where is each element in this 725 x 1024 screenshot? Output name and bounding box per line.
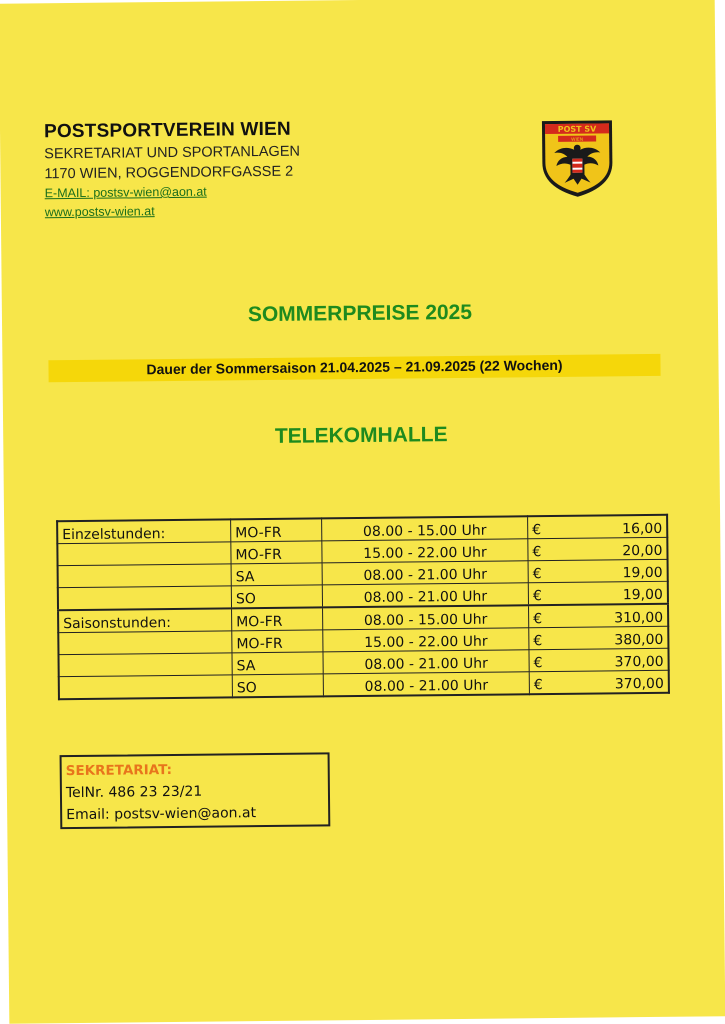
price-cell xyxy=(529,648,669,671)
category-cell xyxy=(58,564,232,588)
time-cell: 08.00 - 21.00 Uhr xyxy=(323,650,529,674)
price-cell xyxy=(528,559,668,582)
logo-text: POST SV xyxy=(557,124,597,134)
price-amount: 370,00 xyxy=(614,675,664,693)
time-cell: 08.00 - 15.00 Uhr xyxy=(323,605,529,630)
category-cell xyxy=(59,675,233,699)
organization-website-link[interactable]: www.postsv-wien.at xyxy=(44,204,155,220)
currency-symbol: € xyxy=(533,633,543,650)
days-cell: MO-FR xyxy=(231,518,322,541)
currency-symbol: € xyxy=(532,544,542,561)
currency-symbol: € xyxy=(533,677,543,694)
contact-box xyxy=(60,752,331,829)
category-cell: Einzelstunden: xyxy=(57,519,231,543)
category-cell xyxy=(58,631,232,655)
logo-subtext: WIEN xyxy=(571,137,584,143)
days-cell: MO-FR xyxy=(232,607,323,630)
price-table xyxy=(56,514,670,700)
price-amount: 16,00 xyxy=(622,520,663,538)
currency-symbol: € xyxy=(533,655,543,672)
organization-email-link[interactable]: E-MAIL: postsv-wien@aon.at xyxy=(44,184,207,201)
contact-email: Email: postsv-wien@aon.at xyxy=(66,805,257,824)
season-dates: Dauer der Sommersaison 21.04.2025 – 21.09.2025 (22 Wochen) xyxy=(146,356,563,378)
time-cell: 08.00 - 21.00 Uhr xyxy=(322,561,528,585)
hall-title: TELEKOMHALLE xyxy=(274,423,448,448)
time-cell: 08.00 - 15.00 Uhr xyxy=(322,516,528,541)
time-cell: 15.00 - 22.00 Uhr xyxy=(322,539,528,563)
price-amount: 19,00 xyxy=(622,586,663,604)
days-cell: SA xyxy=(232,652,323,675)
organization-address: 1170 WIEN, ROGGENDORFGASSE 2 xyxy=(44,163,294,183)
price-cell xyxy=(528,515,668,539)
days-cell: SA xyxy=(231,563,322,586)
price-amount: 19,00 xyxy=(622,564,663,582)
organization-department: SEKRETARIAT UND SPORTANLAGEN xyxy=(44,143,301,163)
currency-symbol: € xyxy=(532,522,542,539)
price-amount: 310,00 xyxy=(614,609,664,627)
days-cell: MO-FR xyxy=(232,630,323,653)
days-cell: SO xyxy=(231,585,322,608)
page-title: SOMMERPREISE 2025 xyxy=(247,300,473,327)
time-cell: 15.00 - 22.00 Uhr xyxy=(323,628,529,652)
category-cell xyxy=(58,653,232,677)
contact-heading: SEKRETARIAT: xyxy=(65,762,173,780)
contact-phone: TelNr. 486 23 23/21 xyxy=(65,783,203,802)
currency-symbol: € xyxy=(533,611,543,628)
category-cell: Saisonstunden: xyxy=(58,608,232,632)
organization-name: POSTSPORTVEREIN WIEN xyxy=(43,118,291,143)
price-cell xyxy=(529,604,669,628)
currency-symbol: € xyxy=(532,588,542,605)
price-amount: 370,00 xyxy=(614,653,664,671)
time-cell: 08.00 - 21.00 Uhr xyxy=(323,672,529,697)
price-cell xyxy=(528,537,668,560)
price-cell xyxy=(529,670,669,694)
price-cell xyxy=(529,626,669,649)
days-cell: SO xyxy=(232,674,323,697)
currency-symbol: € xyxy=(532,566,542,583)
category-cell xyxy=(58,586,232,610)
category-cell xyxy=(57,542,231,566)
price-amount: 380,00 xyxy=(614,631,664,649)
time-cell: 08.00 - 21.00 Uhr xyxy=(322,583,528,608)
days-cell: MO-FR xyxy=(231,541,322,564)
club-crest-logo xyxy=(540,118,615,199)
price-cell xyxy=(528,581,668,605)
price-amount: 20,00 xyxy=(622,542,663,560)
